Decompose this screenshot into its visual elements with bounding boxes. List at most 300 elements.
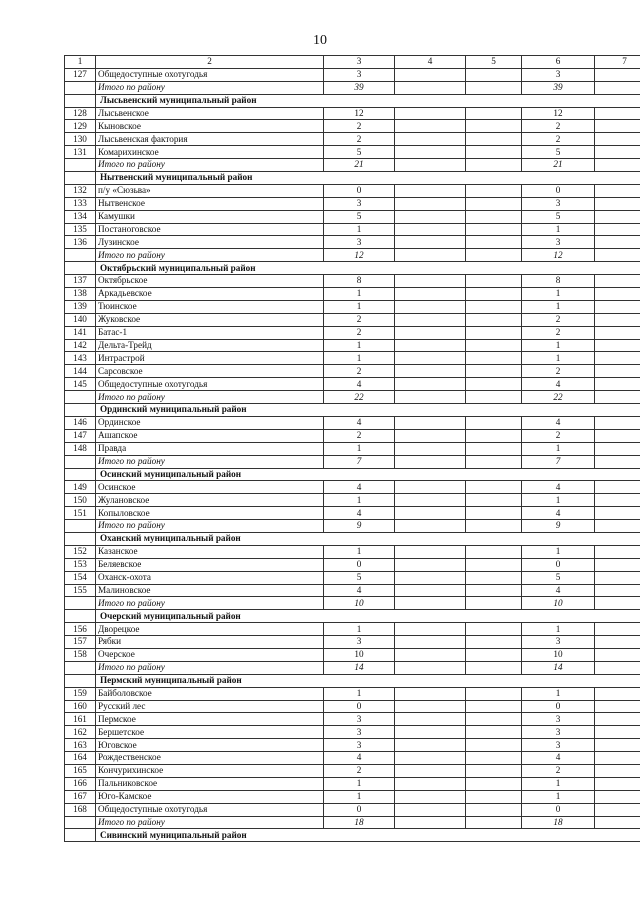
column-5-value [466, 326, 522, 339]
column-5-value [466, 378, 522, 391]
column-5-value [466, 236, 522, 249]
column-3-value: 4 [324, 507, 395, 520]
column-6-value: 1 [522, 300, 595, 313]
row-number-cell: 151 [65, 507, 96, 520]
row-number-cell: 168 [65, 803, 96, 816]
ground-name-cell: Юго-Камское [96, 790, 324, 803]
table-row [65, 210, 640, 223]
column-6-value: 0 [522, 803, 595, 816]
table-row [65, 545, 640, 558]
column-7-value [595, 558, 640, 571]
column-4-value [395, 81, 466, 94]
row-number-cell: 133 [65, 197, 96, 210]
row-number-cell: 158 [65, 648, 96, 661]
column-6-value: 10 [522, 648, 595, 661]
column-6-value: 18 [522, 816, 595, 829]
column-5-value [466, 545, 522, 558]
column-3-value: 1 [324, 442, 395, 455]
row-number-cell: 139 [65, 300, 96, 313]
column-5-value [466, 623, 522, 636]
row-number-cell [65, 455, 96, 468]
ground-name-cell: Общедоступные охотугодья [96, 378, 324, 391]
column-5-value [466, 752, 522, 765]
column-7-value [595, 429, 640, 442]
column-3-value: 0 [324, 184, 395, 197]
table-row [65, 378, 640, 391]
table-row [65, 623, 640, 636]
column-4-value [395, 558, 466, 571]
row-number-cell: 142 [65, 339, 96, 352]
column-4-value [395, 507, 466, 520]
row-number-cell [65, 81, 96, 94]
ground-name-cell: Итого по району [96, 816, 324, 829]
column-4-value [395, 288, 466, 301]
column-7-value [595, 571, 640, 584]
column-6-value: 9 [522, 520, 595, 533]
table-row [65, 326, 640, 339]
column-3-value: 3 [324, 236, 395, 249]
column-5-value [466, 520, 522, 533]
column-7-value [595, 661, 640, 674]
table-row [65, 365, 640, 378]
ground-name-cell: Кыновское [96, 120, 324, 133]
row-number-cell: 130 [65, 133, 96, 146]
column-4-value [395, 790, 466, 803]
column-6-value: 0 [522, 558, 595, 571]
column-3-value: 2 [324, 429, 395, 442]
district-name: Осинский муниципальный район [96, 468, 640, 481]
column-7-value [595, 520, 640, 533]
table-row [65, 197, 640, 210]
column-7-value [595, 777, 640, 790]
column-5-value [466, 352, 522, 365]
row-number-cell [65, 172, 96, 185]
column-5-value [466, 494, 522, 507]
hunting-grounds-table [64, 55, 640, 842]
column-4-value [395, 416, 466, 429]
column-7-value [595, 68, 640, 81]
table-row [65, 288, 640, 301]
row-number-cell: 137 [65, 275, 96, 288]
column-5-value [466, 455, 522, 468]
ground-name-cell: Итого по району [96, 249, 324, 262]
ground-name-cell: Рождественское [96, 752, 324, 765]
column-5-value [466, 210, 522, 223]
column-3-value: 5 [324, 210, 395, 223]
column-4-value [395, 739, 466, 752]
column-3-value: 1 [324, 352, 395, 365]
ground-name-cell: Постаноговское [96, 223, 324, 236]
column-3-value: 7 [324, 455, 395, 468]
column-4-value [395, 197, 466, 210]
district-name: Оханский муниципальный район [96, 532, 640, 545]
column-4-value [395, 339, 466, 352]
column-7-value [595, 700, 640, 713]
column-3-value: 5 [324, 146, 395, 159]
column-5-value [466, 816, 522, 829]
column-4-value [395, 326, 466, 339]
ground-name-cell: Итого по району [96, 159, 324, 172]
column-3-value: 4 [324, 378, 395, 391]
district-total-row [65, 816, 640, 829]
table-row [65, 300, 640, 313]
column-4-value [395, 726, 466, 739]
table-row [65, 507, 640, 520]
column-5-value [466, 288, 522, 301]
column-3-value: 1 [324, 494, 395, 507]
column-5-value [466, 648, 522, 661]
column-7-value [595, 713, 640, 726]
column-7-value [595, 288, 640, 301]
ground-name-cell: Русский лес [96, 700, 324, 713]
column-4-value [395, 68, 466, 81]
column-5-value [466, 442, 522, 455]
column-5-value [466, 184, 522, 197]
column-3-value: 22 [324, 391, 395, 404]
column-5-value [466, 313, 522, 326]
column-4-value [395, 545, 466, 558]
column-7-value [595, 184, 640, 197]
column-7-value [595, 545, 640, 558]
row-number-cell: 146 [65, 416, 96, 429]
column-5-value [466, 223, 522, 236]
table-row [65, 739, 640, 752]
column-5-value [466, 107, 522, 120]
ground-name-cell: Батас-1 [96, 326, 324, 339]
row-number-cell: 136 [65, 236, 96, 249]
table-row [65, 313, 640, 326]
ground-name-cell: Байболовское [96, 687, 324, 700]
column-4-value [395, 365, 466, 378]
column-number-header: 2 [96, 56, 324, 69]
page-number: 10 [313, 33, 327, 48]
column-7-value [595, 584, 640, 597]
column-6-value: 1 [522, 494, 595, 507]
table-row [65, 713, 640, 726]
row-number-cell: 134 [65, 210, 96, 223]
district-header-row [65, 94, 640, 107]
column-5-value [466, 507, 522, 520]
ground-name-cell: Лузинское [96, 236, 324, 249]
column-3-value: 2 [324, 120, 395, 133]
ground-name-cell: Итого по району [96, 455, 324, 468]
row-number-cell: 161 [65, 713, 96, 726]
column-6-value: 21 [522, 159, 595, 172]
column-7-value [595, 442, 640, 455]
column-7-value [595, 146, 640, 159]
row-number-cell: 149 [65, 481, 96, 494]
column-5-value [466, 726, 522, 739]
column-7-value [595, 416, 640, 429]
column-6-value: 3 [522, 713, 595, 726]
row-number-cell [65, 829, 96, 842]
ground-name-cell: Оханск-охота [96, 571, 324, 584]
column-4-value [395, 249, 466, 262]
column-4-value [395, 584, 466, 597]
table-row [65, 700, 640, 713]
column-5-value [466, 120, 522, 133]
column-5-value [466, 558, 522, 571]
district-header-row [65, 610, 640, 623]
column-4-value [395, 648, 466, 661]
table-row [65, 120, 640, 133]
row-number-cell [65, 532, 96, 545]
ground-name-cell: Итого по району [96, 661, 324, 674]
column-4-value [395, 133, 466, 146]
column-5-value [466, 429, 522, 442]
column-3-value: 5 [324, 571, 395, 584]
column-4-value [395, 184, 466, 197]
table-row [65, 429, 640, 442]
column-5-value [466, 700, 522, 713]
column-3-value: 4 [324, 416, 395, 429]
table-row [65, 184, 640, 197]
column-3-value: 39 [324, 81, 395, 94]
column-6-value: 10 [522, 597, 595, 610]
row-number-cell: 132 [65, 184, 96, 197]
table-row [65, 803, 640, 816]
column-5-value [466, 133, 522, 146]
row-number-cell [65, 816, 96, 829]
column-6-value: 5 [522, 146, 595, 159]
ground-name-cell: Юговское [96, 739, 324, 752]
column-3-value: 18 [324, 816, 395, 829]
table-row [65, 339, 640, 352]
column-3-value: 1 [324, 339, 395, 352]
column-4-value [395, 300, 466, 313]
district-total-row [65, 661, 640, 674]
column-7-value [595, 391, 640, 404]
column-4-value [395, 816, 466, 829]
row-number-cell [65, 468, 96, 481]
column-6-value: 2 [522, 429, 595, 442]
column-5-value [466, 391, 522, 404]
column-5-value [466, 416, 522, 429]
column-6-value: 4 [522, 584, 595, 597]
column-7-value [595, 597, 640, 610]
column-3-value: 3 [324, 68, 395, 81]
ground-name-cell: Ординское [96, 416, 324, 429]
table-row [65, 481, 640, 494]
column-6-value: 12 [522, 249, 595, 262]
table-row [65, 752, 640, 765]
ground-name-cell: Итого по району [96, 391, 324, 404]
column-4-value [395, 429, 466, 442]
column-4-value [395, 520, 466, 533]
ground-name-cell: Дворецкое [96, 623, 324, 636]
column-5-value [466, 687, 522, 700]
column-5-value [466, 249, 522, 262]
row-number-cell: 164 [65, 752, 96, 765]
column-7-value [595, 159, 640, 172]
table-row [65, 790, 640, 803]
table-row [65, 133, 640, 146]
column-4-value [395, 687, 466, 700]
column-7-value [595, 455, 640, 468]
column-7-value [595, 494, 640, 507]
row-number-cell: 162 [65, 726, 96, 739]
column-4-value [395, 494, 466, 507]
ground-name-cell: Тюинское [96, 300, 324, 313]
column-6-value: 3 [522, 68, 595, 81]
ground-name-cell: Бершетское [96, 726, 324, 739]
column-3-value: 2 [324, 313, 395, 326]
column-4-value [395, 210, 466, 223]
table-row [65, 558, 640, 571]
column-3-value: 3 [324, 726, 395, 739]
ground-name-cell: Камушки [96, 210, 324, 223]
district-header-row [65, 404, 640, 417]
column-3-value: 3 [324, 197, 395, 210]
column-3-value: 2 [324, 764, 395, 777]
column-4-value [395, 236, 466, 249]
column-3-value: 10 [324, 597, 395, 610]
column-4-value [395, 378, 466, 391]
column-5-value [466, 803, 522, 816]
ground-name-cell: Казанское [96, 545, 324, 558]
column-6-value: 4 [522, 481, 595, 494]
district-header-row [65, 532, 640, 545]
column-6-value: 1 [522, 442, 595, 455]
column-3-value: 8 [324, 275, 395, 288]
column-4-value [395, 313, 466, 326]
column-6-value: 22 [522, 391, 595, 404]
row-number-cell: 153 [65, 558, 96, 571]
column-3-value: 12 [324, 107, 395, 120]
district-total-row [65, 249, 640, 262]
table-row [65, 777, 640, 790]
column-4-value [395, 777, 466, 790]
column-3-value: 1 [324, 790, 395, 803]
column-5-value [466, 636, 522, 649]
column-3-value: 1 [324, 223, 395, 236]
row-number-cell: 145 [65, 378, 96, 391]
column-7-value [595, 352, 640, 365]
column-7-value [595, 816, 640, 829]
table-row [65, 236, 640, 249]
column-5-value [466, 197, 522, 210]
ground-name-cell: Беляевское [96, 558, 324, 571]
table-row [65, 107, 640, 120]
row-number-cell: 167 [65, 790, 96, 803]
column-6-value: 1 [522, 288, 595, 301]
column-6-value: 1 [522, 687, 595, 700]
column-3-value: 4 [324, 584, 395, 597]
column-3-value: 12 [324, 249, 395, 262]
column-6-value: 4 [522, 416, 595, 429]
column-6-value: 1 [522, 352, 595, 365]
table-row [65, 687, 640, 700]
column-4-value [395, 597, 466, 610]
column-4-value [395, 159, 466, 172]
ground-name-cell: Осинское [96, 481, 324, 494]
ground-name-cell: Рябки [96, 636, 324, 649]
row-number-cell: 157 [65, 636, 96, 649]
column-3-value: 2 [324, 326, 395, 339]
column-6-value: 1 [522, 545, 595, 558]
column-4-value [395, 146, 466, 159]
ground-name-cell: Октябрьское [96, 275, 324, 288]
column-6-value: 1 [522, 777, 595, 790]
column-5-value [466, 584, 522, 597]
column-4-value [395, 391, 466, 404]
table-row [65, 571, 640, 584]
ground-name-cell: Общедоступные охотугодья [96, 68, 324, 81]
column-7-value [595, 223, 640, 236]
column-6-value: 8 [522, 275, 595, 288]
column-3-value: 4 [324, 481, 395, 494]
ground-name-cell: Жулановское [96, 494, 324, 507]
table-row [65, 68, 640, 81]
column-5-value [466, 275, 522, 288]
column-6-value: 12 [522, 107, 595, 120]
column-5-value [466, 159, 522, 172]
column-7-value [595, 739, 640, 752]
row-number-cell: 143 [65, 352, 96, 365]
district-total-row [65, 597, 640, 610]
column-5-value [466, 571, 522, 584]
row-number-cell: 155 [65, 584, 96, 597]
column-4-value [395, 661, 466, 674]
column-4-value [395, 803, 466, 816]
column-6-value: 1 [522, 623, 595, 636]
ground-name-cell: Сарсовское [96, 365, 324, 378]
ground-name-cell: Лысьвенская фактория [96, 133, 324, 146]
row-number-cell: 140 [65, 313, 96, 326]
column-7-value [595, 210, 640, 223]
column-3-value: 1 [324, 777, 395, 790]
district-total-row [65, 455, 640, 468]
column-number-header: 7 [595, 56, 640, 69]
column-7-value [595, 249, 640, 262]
column-6-value: 5 [522, 210, 595, 223]
column-7-value [595, 507, 640, 520]
column-5-value [466, 764, 522, 777]
column-3-value: 21 [324, 159, 395, 172]
table-row [65, 275, 640, 288]
column-3-value: 9 [324, 520, 395, 533]
row-number-cell: 166 [65, 777, 96, 790]
column-5-value [466, 597, 522, 610]
ground-name-cell: Лысьвенское [96, 107, 324, 120]
row-number-cell [65, 94, 96, 107]
row-number-cell: 159 [65, 687, 96, 700]
district-total-row [65, 391, 640, 404]
column-3-value: 14 [324, 661, 395, 674]
column-4-value [395, 275, 466, 288]
column-7-value [595, 752, 640, 765]
column-3-value: 1 [324, 288, 395, 301]
district-name: Пермский муниципальный район [96, 674, 640, 687]
row-number-cell [65, 520, 96, 533]
column-6-value: 2 [522, 365, 595, 378]
column-3-value: 10 [324, 648, 395, 661]
column-4-value [395, 223, 466, 236]
column-5-value [466, 68, 522, 81]
column-6-value: 3 [522, 636, 595, 649]
ground-name-cell: Нытвенское [96, 197, 324, 210]
column-5-value [466, 365, 522, 378]
table-row [65, 352, 640, 365]
column-7-value [595, 648, 640, 661]
row-number-cell: 138 [65, 288, 96, 301]
column-7-value [595, 339, 640, 352]
row-number-cell [65, 597, 96, 610]
column-3-value: 2 [324, 133, 395, 146]
row-number-cell: 131 [65, 146, 96, 159]
district-total-row [65, 81, 640, 94]
row-number-cell: 147 [65, 429, 96, 442]
